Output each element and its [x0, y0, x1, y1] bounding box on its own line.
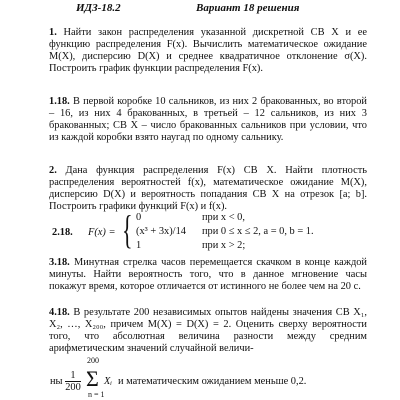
problem-4-18-text: В результате 200 независимых опытов найдены значения СВ X₁, X₂, …, X₂₀₀, причем M(X) = D(X) = 2. Оценить сверху вероятности того, что абсолютная величина разности между средним арифметическим значений случайной величи- — [49, 307, 367, 354]
fraction-denominator: 200 — [65, 382, 81, 393]
sum-suffix-text: и математическим ожиданием меньше 0,2. — [118, 376, 307, 387]
sum-lower-limit: n = 1 — [88, 390, 105, 399]
fraction-numerator: 1 — [70, 370, 76, 381]
problem-3-18 — [49, 257, 367, 293]
piece-1-condition: при x < 0, — [202, 212, 245, 223]
distribution-function-name: F(x) = — [88, 227, 116, 238]
mean-sum-formula — [50, 356, 380, 400]
section-1-label: 1. — [49, 27, 57, 38]
assignment-code: ИДЗ-18.2 — [76, 2, 121, 14]
sum-upper-limit: 200 — [87, 356, 99, 365]
piece-3-condition: при x > 2; — [202, 240, 246, 251]
problem-1-18-text: В первой коробке 10 сальников, из них 2 бракованных, во второй – 16, из них 4 бракованных, в третьей – 12 сальников, из них 3 бракованных; СВ X – число бракованных сальников при условии, что из каждой коробки взято наугад по одному сальнику. — [49, 96, 367, 143]
section-2-label: 2. — [49, 165, 57, 176]
section-1-instructions — [49, 27, 367, 75]
page-header — [0, 2, 400, 16]
variant-title: Вариант 18 решения — [196, 2, 300, 14]
problem-2-18-formula — [52, 207, 372, 254]
piecewise-brace: { — [122, 207, 133, 252]
problem-3-18-label: 3.18. — [49, 257, 70, 268]
problem-3-18-text: Минутная стрелка часов перемещается скачком в конце каждой минуты. Найти вероятность того, что в данное мгновение часы покажут время, которое отличается от истинного не более чем на 20 с. — [49, 257, 367, 292]
problem-4-18-label: 4.18. — [49, 307, 70, 318]
problem-4-18 — [49, 307, 367, 355]
sum-prefix-text: ны — [50, 376, 63, 387]
section-1-text: Найти закон распределения указанной дискретной СВ X и ее функцию распределения F(x). Вычислить математическое ожидание M(X), дисперсию D(X) и среднее квадратичное отклонение σ(X). Построить график функции распределения F(x). — [49, 27, 367, 74]
piece-3-value: 1 — [136, 240, 142, 251]
sum-variable: Xᵢ — [104, 376, 112, 387]
section-2-instructions — [49, 165, 367, 213]
sigma-icon: Σ — [86, 366, 99, 391]
problem-1-18 — [49, 96, 367, 144]
fraction — [64, 370, 82, 393]
problem-1-18-label: 1.18. — [49, 96, 70, 107]
section-2-text: Дана функция распределения F(x) СВ X. Найти плотность распределения вероятностей f(x), математическое ожидание M(X), дисперсию D(X) и вероятность попадания СВ X на отрезок [a; b]. Построить графики функций F(x) и f(x). — [49, 165, 367, 212]
piece-2-value: (x³ + 3x)/14 — [136, 226, 186, 237]
problem-2-18-label: 2.18. — [52, 227, 73, 238]
piece-2-condition: при 0 ≤ x ≤ 2, a = 0, b = 1. — [202, 226, 314, 237]
piece-1-value: 0 — [136, 212, 142, 223]
